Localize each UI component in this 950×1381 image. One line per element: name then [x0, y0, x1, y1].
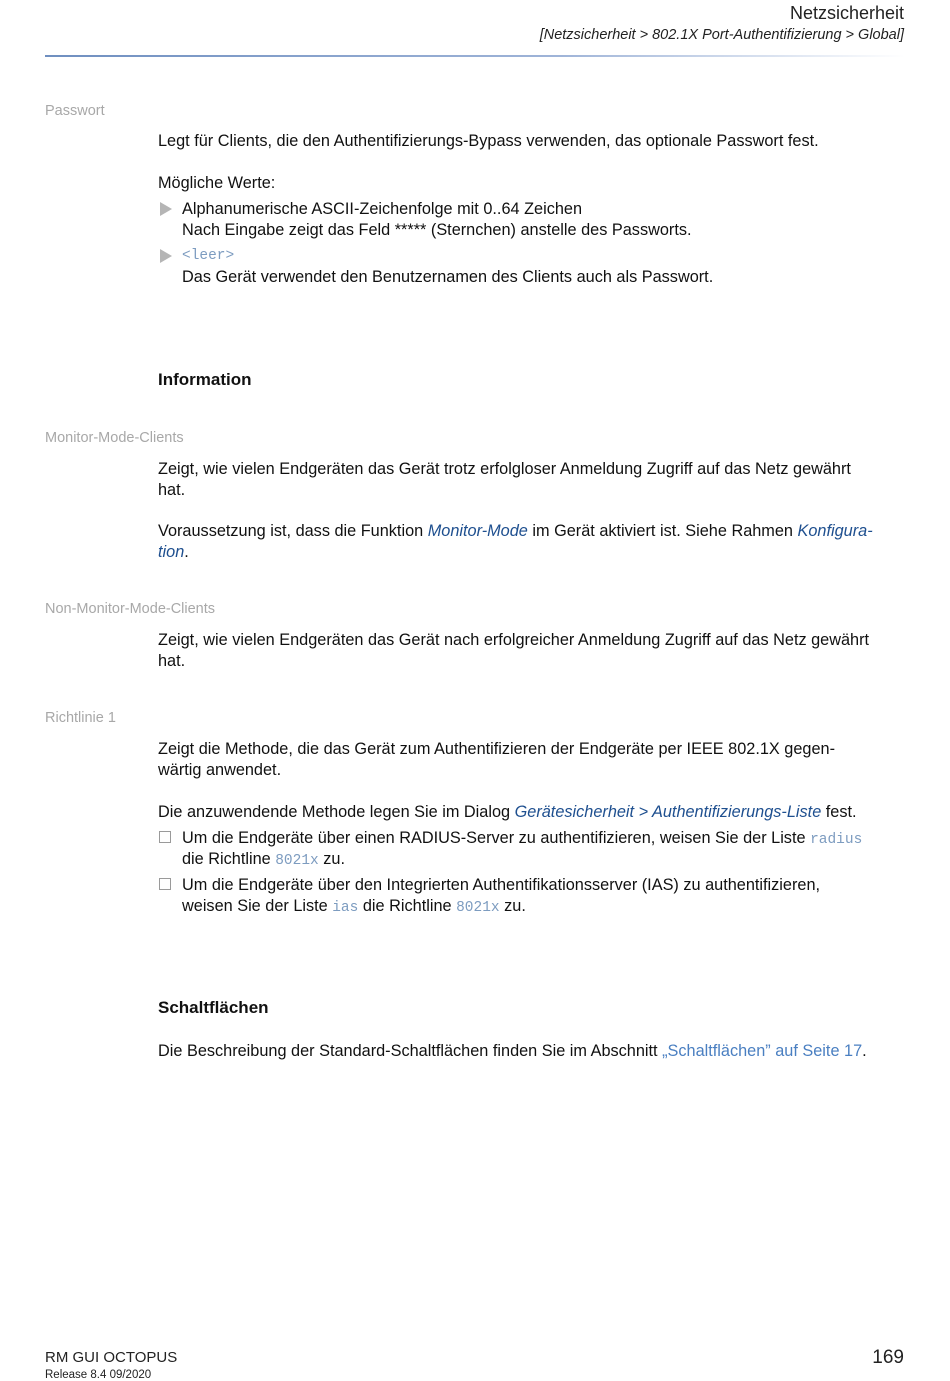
monitor-mode-link[interactable]: Monitor-Mode — [427, 522, 528, 540]
item-text: die Richtline — [182, 850, 276, 868]
method-text: fest. — [821, 803, 857, 821]
code-8021x: 8021x — [456, 900, 500, 916]
schaltflaechen-text: Die Beschreibung der Standard-Schaltflächen finden Sie im Abschnitt — [158, 1042, 663, 1060]
code-ias: ias — [332, 900, 359, 916]
richtlinie-desc-line-2: wärtig anwendet. — [158, 761, 282, 779]
schaltflaechen-text: . — [862, 1042, 867, 1060]
nonmonitor-desc-line-1: Zeigt, wie vielen Endgeräten das Gerät nach erfolgreicher Anmeldung Zugriff auf das Netz gewährt — [158, 631, 870, 649]
schaltflaechen-page-link[interactable]: „Schaltflächen” auf Seite 17 — [662, 1042, 863, 1060]
section-heading-information: Information — [158, 370, 252, 389]
passwort-value-2-line-2: Das Gerät verwendet den Benutzernamen des Clients auch als Passwort. — [182, 268, 714, 286]
authentifizierungs-liste-link[interactable]: Gerätesicherheit > Authentifizierungs-Liste — [514, 803, 822, 821]
section-heading-schaltflaechen: Schaltflächen — [158, 998, 269, 1017]
item-text: zu. — [318, 850, 345, 868]
prereq-text: Voraussetzung ist, dass die Funktion — [158, 522, 428, 540]
passwort-value-1-line-2: Nach Eingabe zeigt das Feld ***** (Sternchen) anstelle des Passworts. — [182, 221, 692, 239]
monitor-desc-line-2: hat. — [158, 481, 186, 499]
list-item-radius-line-2 — [182, 849, 927, 872]
list-item-ias-line-1: Um die Endgeräte über den Integrierten Authentifikationsserver (IAS) zu authentifizieren, — [182, 876, 821, 894]
monitor-desc-line-1: Zeigt, wie vielen Endgeräten das Gerät trotz erfolgloser Anmeldung Zugriff auf das Netz gewährt — [158, 460, 851, 478]
prereq-text: im Gerät aktiviert ist. Siehe Rahmen — [527, 522, 798, 540]
item-text: zu. — [499, 897, 526, 915]
triangle-bullet-icon — [160, 249, 172, 263]
header-divider — [45, 55, 905, 57]
checkbox-bullet-icon — [159, 878, 171, 890]
breadcrumb: [Netzsicherheit > 802.1X Port-Authentifizierung > Global] — [539, 27, 904, 43]
field-label-monitor-mode-clients: Monitor-Mode-Clients — [45, 430, 184, 446]
item-text: Um die Endgeräte über einen RADIUS-Server zu authentifizieren, weisen Sie der Liste — [182, 829, 811, 847]
method-text: Die anzuwendende Methode legen Sie im Dialog — [158, 803, 515, 821]
page-title: Netzsicherheit — [789, 3, 904, 23]
method-instruction — [158, 802, 903, 823]
prereq-end: . — [184, 543, 189, 561]
footer-doc-title: RM GUI OCTOPUS — [45, 1349, 178, 1366]
konfiguration-link-cont[interactable]: tion — [158, 543, 185, 561]
page-number: 169 — [872, 1347, 904, 1368]
passwort-values-intro: Mögliche Werte: — [158, 174, 276, 192]
nonmonitor-desc-line-2: hat. — [158, 652, 186, 670]
list-item-radius-line-1 — [182, 828, 927, 851]
monitor-prerequisite — [158, 521, 903, 542]
richtlinie-desc-line-1: Zeigt die Methode, die das Gerät zum Authentifizieren der Endgeräte per IEEE 802.1X gegen- — [158, 740, 835, 758]
footer-release: Release 8.4 09/2020 — [45, 1369, 152, 1381]
checkbox-bullet-icon — [159, 831, 171, 843]
item-text: die Richtline — [358, 897, 457, 915]
passwort-value-1-line-1: Alphanumerische ASCII-Zeichenfolge mit 0..64 Zeichen — [182, 200, 583, 218]
code-radius: radius — [810, 832, 863, 848]
field-label-passwort: Passwort — [45, 103, 105, 119]
field-label-richtlinie-1: Richtlinie 1 — [45, 710, 116, 726]
item-text: weisen Sie der Liste — [182, 897, 333, 915]
passwort-value-2-code: <leer> — [182, 248, 235, 264]
monitor-prerequisite-cont — [158, 542, 903, 563]
konfiguration-link[interactable]: Konfigura- — [797, 522, 873, 540]
list-item-ias-line-2 — [182, 896, 927, 919]
passwort-description: Legt für Clients, die den Authentifizierungs-Bypass verwenden, das optionale Passwort fest. — [158, 132, 819, 150]
code-8021x: 8021x — [275, 853, 319, 869]
schaltflaechen-description — [158, 1041, 903, 1062]
triangle-bullet-icon — [160, 202, 172, 216]
field-label-non-monitor-mode-clients: Non-Monitor-Mode-Clients — [45, 601, 216, 617]
